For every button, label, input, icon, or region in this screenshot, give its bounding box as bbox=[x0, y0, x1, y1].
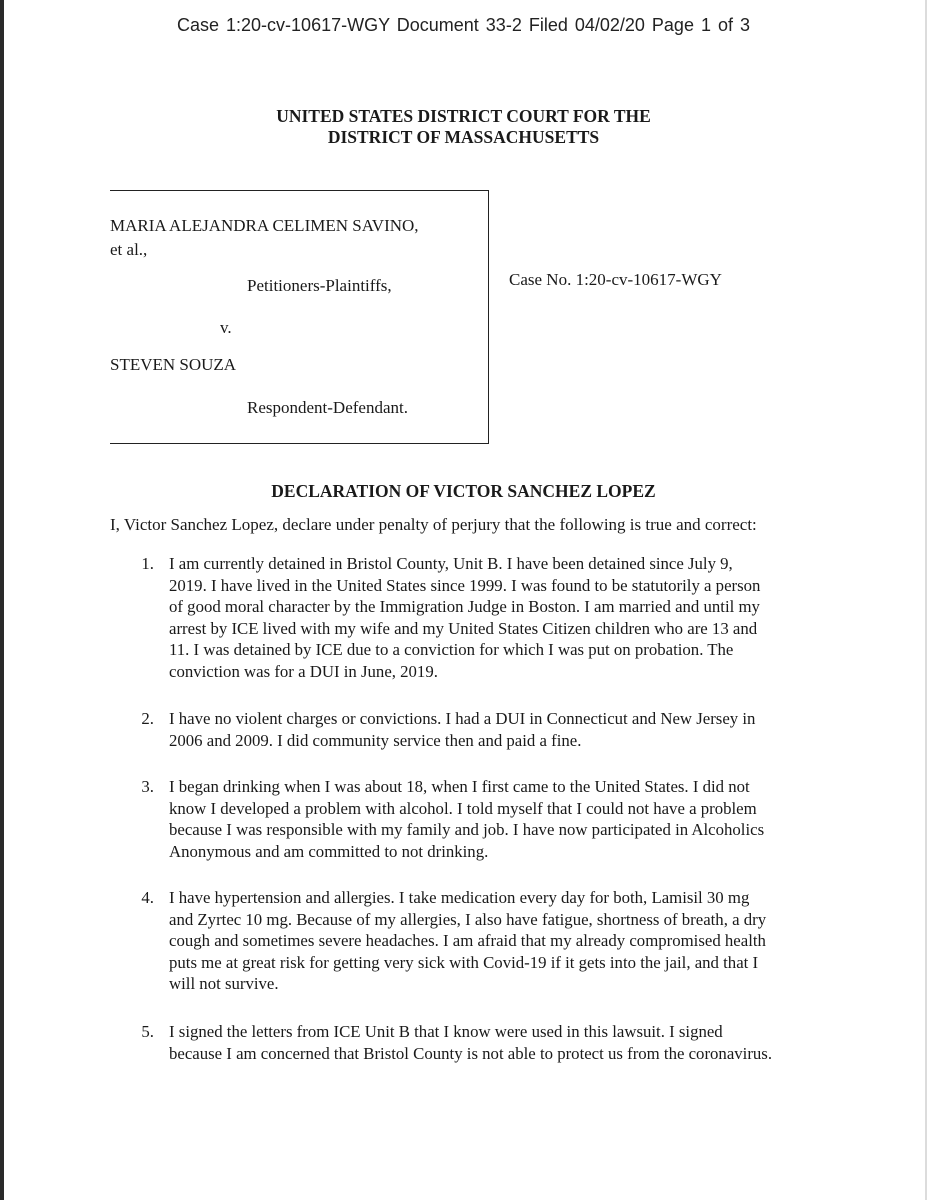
paragraph-number: 2. bbox=[141, 709, 154, 728]
court-title-line-2: DISTRICT OF MASSACHUSETTS bbox=[327, 127, 600, 147]
paragraph-number: 5. bbox=[141, 1022, 154, 1041]
paragraph-line: I began drinking when I was about 18, when I first came to the United States. I did not bbox=[169, 777, 750, 796]
paragraph-line: because I am concerned that Bristol County is not able to protect us from the coronavirus. bbox=[169, 1043, 773, 1063]
petitioner-name: MARIA ALEJANDRA CELIMEN SAVINO, bbox=[110, 216, 419, 235]
paragraph-line: I have no violent charges or convictions. I had a DUI in Connecticut and New Jersey in bbox=[169, 709, 756, 728]
petitioner-et-al: et al., bbox=[110, 240, 148, 259]
respondent-role: Respondent-Defendant. bbox=[247, 398, 408, 417]
paragraph-line: 2019. I have lived in the United States since 1999. I was found to be statutorily a person bbox=[169, 575, 761, 595]
paragraph-line: cough and sometimes severe headaches. I am afraid that my already compromised health bbox=[169, 931, 766, 950]
versus-label: v. bbox=[220, 318, 232, 337]
paragraph-line: arrest by ICE lived with my wife and my United States Citizen children who are 13 and bbox=[169, 618, 758, 638]
paragraph-line: Anonymous and am committed to not drinking. bbox=[169, 841, 489, 861]
paragraph-line: and Zyrtec 10 mg. Because of my allergies, I also have fatigue, shortness of breath, a dry bbox=[169, 909, 767, 929]
paragraph-5 bbox=[130, 1021, 830, 1064]
paragraph-line: I am currently detained in Bristol County, Unit B. I have been detained since July 9, bbox=[169, 554, 733, 573]
paragraph-line: of good moral character by the Immigration Judge in Boston. I am married and until my bbox=[169, 597, 760, 616]
declaration-intro: I, Victor Sanchez Lopez, declare under penalty of perjury that the following is true and correct: bbox=[110, 515, 757, 534]
paragraph-line: because I was responsible with my family and job. I have now participated in Alcoholics bbox=[169, 820, 765, 839]
paragraph-line: puts me at great risk for getting very sick with Covid-19 if it gets into the jail, and that I bbox=[169, 952, 759, 972]
paragraph-number: 4. bbox=[141, 888, 154, 907]
paragraph-number: 3. bbox=[141, 777, 154, 796]
paragraph-4 bbox=[130, 887, 830, 995]
paragraph-line: 2006 and 2009. I did community service then and paid a fine. bbox=[169, 730, 582, 750]
paragraph-line: conviction was for a DUI in June, 2019. bbox=[169, 661, 438, 681]
court-title bbox=[0, 106, 927, 148]
paragraph-line: know I developed a problem with alcohol. I told myself that I could not have a problem bbox=[169, 798, 757, 818]
petitioner-role: Petitioners-Plaintiffs, bbox=[247, 276, 392, 295]
paragraph-line: 11. I was detained by ICE due to a conviction for which I was put on probation. The bbox=[169, 640, 734, 659]
paragraph-1 bbox=[130, 553, 830, 682]
paragraph-line: I signed the letters from ICE Unit B that I know were used in this lawsuit. I signed bbox=[169, 1022, 723, 1041]
paragraph-line: I have hypertension and allergies. I take medication every day for both, Lamisil 30 mg bbox=[169, 888, 750, 907]
case-number: Case No. 1:20-cv-10617-WGY bbox=[509, 270, 722, 289]
paragraph-3 bbox=[130, 776, 830, 862]
scan-edge-left bbox=[0, 0, 4, 1200]
declaration-title: DECLARATION OF VICTOR SANCHEZ LOPEZ bbox=[271, 481, 656, 501]
filing-header-stamp: Case 1:20-cv-10617-WGY Document 33-2 Filed 04/02/20 Page 1 of 3 bbox=[177, 15, 750, 35]
paragraph-2 bbox=[130, 708, 830, 751]
court-title-line-1: UNITED STATES DISTRICT COURT FOR THE bbox=[276, 106, 651, 126]
paragraph-number: 1. bbox=[141, 554, 154, 573]
paragraph-line: will not survive. bbox=[169, 974, 279, 993]
respondent-name: STEVEN SOUZA bbox=[110, 355, 237, 374]
